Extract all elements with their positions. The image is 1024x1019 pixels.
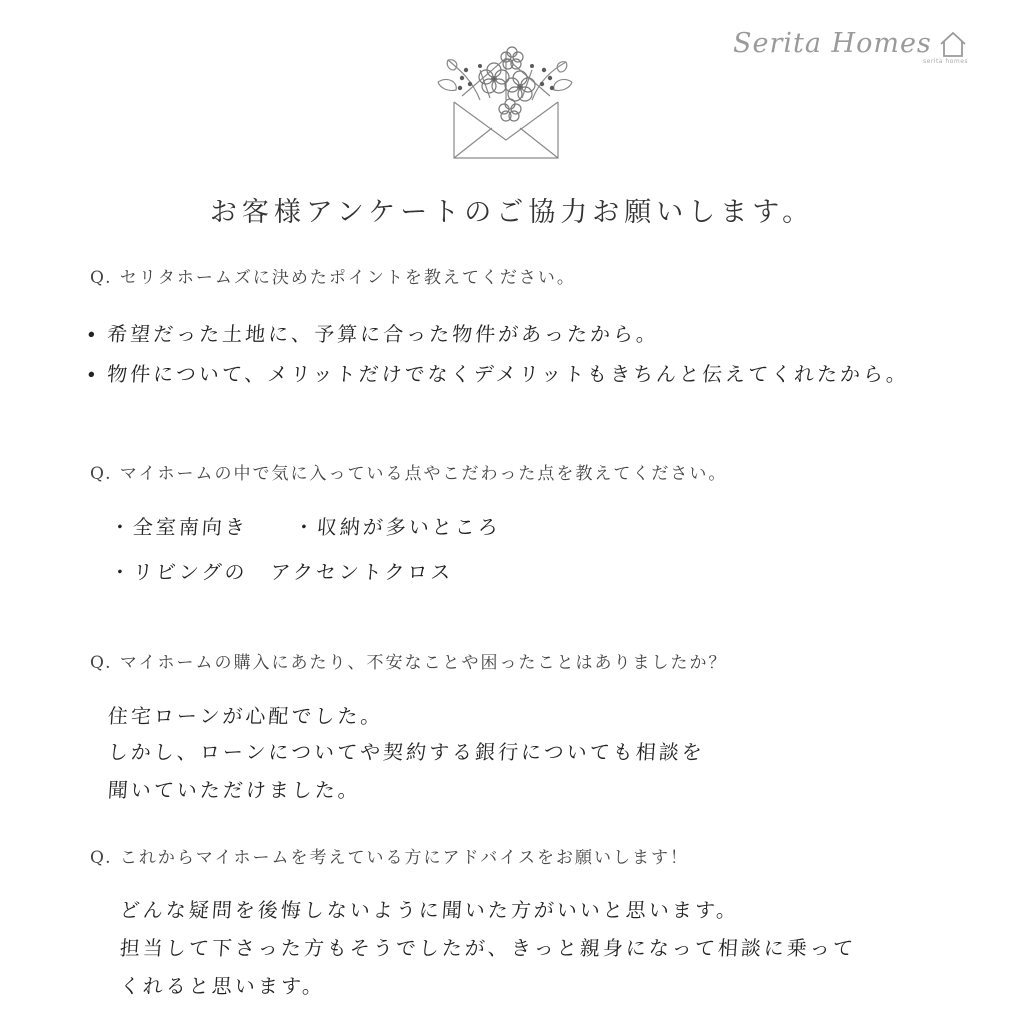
answer-4-line-2: 担当して下さった方もそうでしたが、きっと親身になって相談に乗って [119,936,857,960]
answer-4-line-3: くれると思います。 [119,974,327,998]
question-1: Q. セリタホームズに決めたポイントを教えてください。 [90,268,576,288]
answer-4-line-1: どんな疑問を後悔しないように聞いた方がいいと思います。 [119,898,741,922]
question-2: Q. マイホームの中で気に入っている点やこだわった点を教えてください。 [90,464,728,484]
page-title: お客様アンケートのご協力お願いします。 [209,197,815,228]
question-4: Q. これからマイホームを考えている方にアドバイスをお願いします！ [90,848,690,868]
answer-2-line-2: ・リビングの アクセントクロス [109,560,455,584]
brand-name: Serita Homes [733,28,932,59]
envelope-flowers-illustration [420,40,590,165]
answer-2-line-1: ・全室南向き ・収納が多いところ [109,515,502,539]
question-3: Q. マイホームの購入にあたり、不安なことや困ったことはありましたか？ [90,653,728,673]
brand-logo [733,24,973,68]
answer-1-line-1: • 希望だった土地に、予算に合った物件があったから。 [87,322,660,346]
house-icon [938,30,968,58]
answer-3-line-2: しかし、ローンについてや契約する銀行についても相談を [107,740,706,764]
answer-1-line-2: • 物件について、メリットだけでなくデメリットもきちんと伝えてくれたから。 [87,362,910,386]
answer-3-line-1: 住宅ローンが心配でした。 [107,704,385,728]
answer-3-line-3: 聞いていただけました。 [107,778,362,802]
brand-sub: serita homes [923,58,969,65]
